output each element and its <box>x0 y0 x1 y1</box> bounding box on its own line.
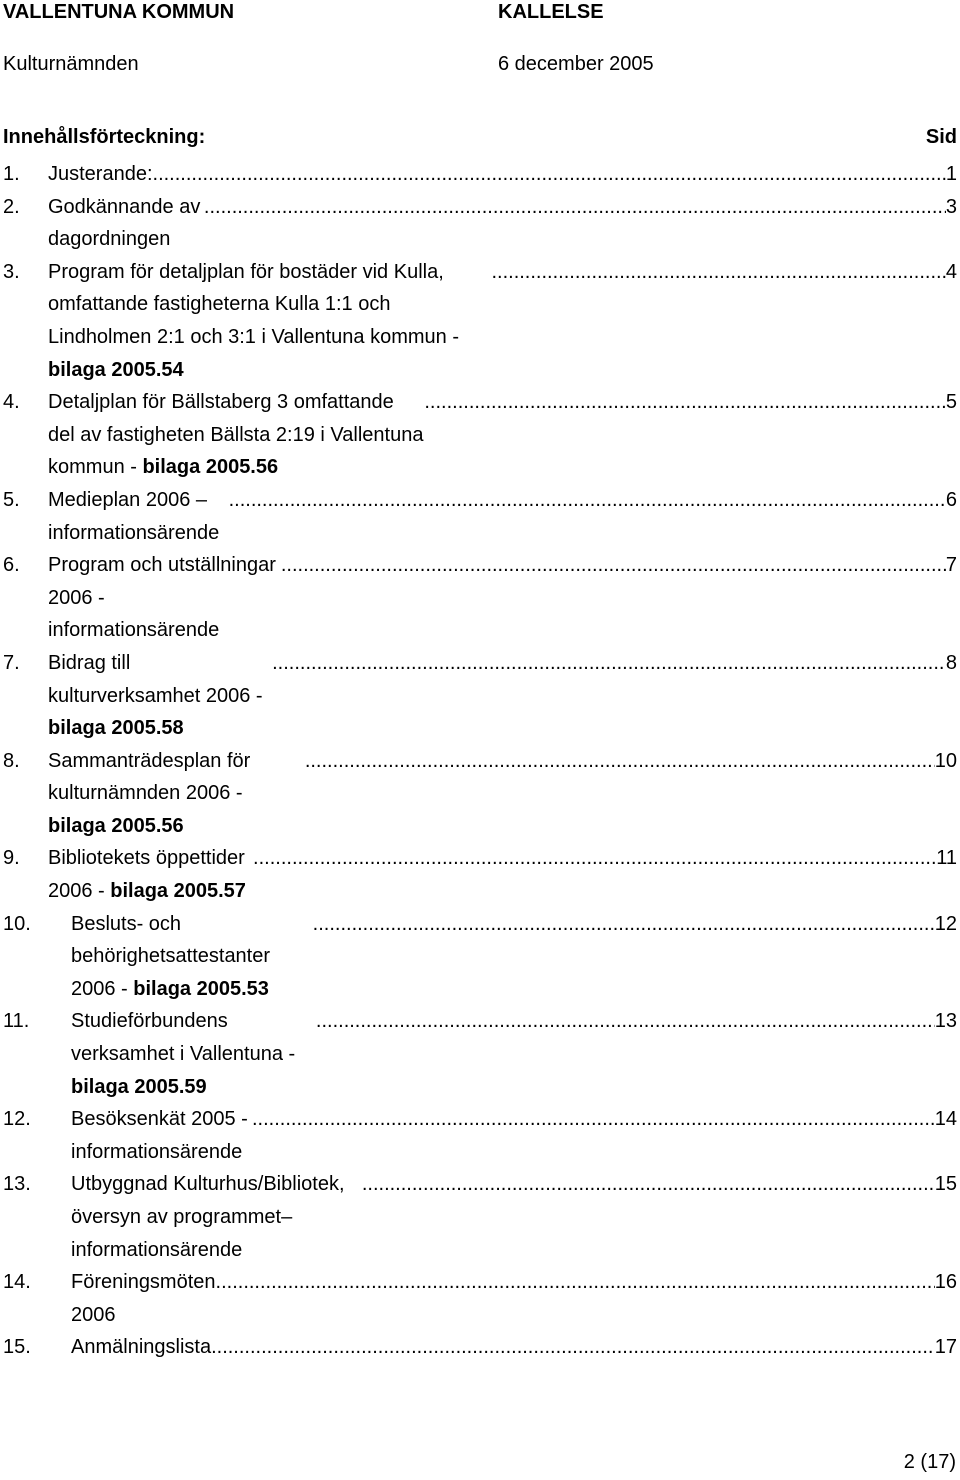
toc-entry[interactable] <box>3 908 957 1006</box>
toc-entry-number: 8. <box>3 749 20 772</box>
toc-entry-title <box>48 386 424 484</box>
committee-name: Kulturnämnden <box>3 53 139 75</box>
dot-leader <box>229 484 946 517</box>
toc-entry-page-number: 1 <box>945 163 957 185</box>
toc-entry[interactable] <box>3 386 957 484</box>
toc-entry-text: Detaljplan för Bällstaberg 3 omfattande del av fastigheten Bällsta 2:19 i Vallentuna kommun - <box>48 391 424 479</box>
toc-entry-number: 3. <box>3 260 20 283</box>
toc-entry-text: Bibliotekets öppettider 2006 - <box>48 847 245 903</box>
toc-entry-title <box>48 158 153 191</box>
toc-entry[interactable] <box>3 1168 957 1266</box>
toc-entry-title <box>48 484 229 549</box>
toc-entry[interactable] <box>3 1103 957 1168</box>
toc-entry-text: Sammanträdesplan för kulturnämnden 2006 - <box>48 749 251 805</box>
toc-entry-title <box>71 908 313 1006</box>
toc-entry-page-number: 15 <box>934 1173 957 1196</box>
toc-entry[interactable] <box>3 842 957 907</box>
toc-entry-text: Program för detaljplan för bostäder vid Kulla, omfattande fastigheterna Kulla 1:1 och Lindholmen 2:1 och 3:1 i Vallentuna kommun - <box>48 260 459 348</box>
toc-entry-page-number: 12 <box>934 912 957 935</box>
toc-entry[interactable] <box>3 745 957 843</box>
dot-leader <box>253 842 936 875</box>
toc-entry-number: 13. <box>3 1173 31 1196</box>
page-indicator: 2 (17) <box>903 1451 956 1473</box>
dot-leader <box>362 1168 935 1201</box>
toc-entry-attachment-ref: bilaga 2005.56 <box>142 456 279 479</box>
table-of-contents <box>3 158 957 1364</box>
toc-entry-attachment-ref: bilaga 2005.54 <box>48 358 184 381</box>
toc-entry-number: 7. <box>3 651 20 674</box>
toc-entry[interactable] <box>3 647 957 745</box>
page-column-label: Sid <box>925 126 957 148</box>
toc-title: Innehållsförteckning: <box>3 126 206 148</box>
toc-entry-text: Föreningsmöten 2006 <box>71 1271 216 1326</box>
toc-entry-text: Bidrag till kulturverksamhet 2006 - <box>48 651 263 707</box>
toc-entry-number: 9. <box>3 847 20 870</box>
toc-entry-text: Anmälningslista <box>71 1336 212 1359</box>
dot-leader <box>204 191 946 224</box>
toc-entry-title <box>71 1266 216 1331</box>
toc-entry-text: Besluts- och behörighetsattestanter 2006 - <box>71 912 271 1000</box>
toc-entry-page-number: 4 <box>945 260 957 283</box>
toc-entry-page-number: 6 <box>945 488 957 511</box>
toc-entry-number: 12. <box>3 1108 31 1131</box>
toc-entry-page-number: 10 <box>934 749 957 772</box>
toc-entry-page-number: 8 <box>945 651 957 674</box>
meeting-date: 6 december 2005 <box>498 53 654 75</box>
toc-entry-title <box>71 1103 252 1168</box>
toc-entry-title <box>71 1005 316 1103</box>
dot-leader <box>305 745 935 778</box>
toc-entry-page-number: 3 <box>945 195 957 218</box>
toc-entry-attachment-ref: bilaga 2005.57 <box>110 880 246 903</box>
toc-entry-attachment-ref: bilaga 2005.58 <box>48 717 184 740</box>
toc-entry[interactable] <box>3 1005 957 1103</box>
toc-entry-page-number: 17 <box>934 1336 957 1359</box>
toc-entry-page-number: 14 <box>934 1108 957 1131</box>
toc-entry-text: Godkännande av dagordningen <box>48 195 201 251</box>
toc-entry-title <box>71 1168 362 1266</box>
dot-leader <box>153 158 946 191</box>
dot-leader <box>491 256 945 289</box>
toc-entry-text: Utbyggnad Kulturhus/Bibliotek, översyn av programmet– informationsärende <box>71 1173 345 1261</box>
toc-entry-attachment-ref: bilaga 2005.53 <box>133 977 269 1000</box>
toc-entry-number: 2. <box>3 195 20 218</box>
toc-entry-title <box>71 1331 211 1364</box>
toc-entry-title <box>48 842 253 907</box>
dot-leader <box>211 1331 935 1364</box>
toc-entry-page-number: 7 <box>945 554 957 577</box>
toc-entry-text: Program och utställningar 2006 - informationsärende <box>48 554 276 642</box>
toc-entry-page-number: 11 <box>936 847 957 870</box>
toc-entry[interactable] <box>3 549 957 647</box>
toc-entry-number: 4. <box>3 391 20 414</box>
organization-name: VALLENTUNA KOMMUN <box>3 1 235 23</box>
toc-entry-title <box>48 647 272 745</box>
toc-entry-page-number: 13 <box>934 1010 957 1033</box>
toc-entry-text: Medieplan 2006 – informationsärende <box>48 488 220 544</box>
dot-leader <box>252 1103 935 1136</box>
toc-entry[interactable] <box>3 191 957 256</box>
toc-entry-number: 5. <box>3 488 20 511</box>
dot-leader <box>272 647 946 680</box>
toc-entry-text: Justerande: <box>48 163 153 185</box>
toc-entry-text: Besöksenkät 2005 - informationsärende <box>71 1108 248 1163</box>
toc-entry-title <box>48 256 491 386</box>
toc-entry-attachment-ref: bilaga 2005.56 <box>48 814 184 837</box>
toc-entry-page-number: 5 <box>945 391 957 414</box>
toc-entry-number: 11. <box>3 1010 30 1033</box>
dot-leader <box>316 1005 935 1038</box>
document-type: KALLELSE <box>498 1 604 23</box>
toc-entry[interactable] <box>3 256 957 386</box>
toc-entry-page-number: 16 <box>934 1271 957 1294</box>
dot-leader <box>313 908 935 941</box>
toc-entry[interactable] <box>3 1331 957 1364</box>
toc-entry-title <box>48 745 305 843</box>
toc-entry-title <box>48 191 204 256</box>
toc-entry-number: 15. <box>3 1336 31 1359</box>
toc-entry[interactable] <box>3 484 957 549</box>
toc-entry[interactable] <box>3 158 957 191</box>
toc-entry-title <box>48 549 281 647</box>
toc-entry-number: 14. <box>3 1271 31 1294</box>
toc-heading-row <box>3 124 957 150</box>
dot-leader <box>424 386 946 419</box>
dot-leader <box>216 1266 935 1299</box>
toc-entry-number: 6. <box>3 554 20 577</box>
toc-entry[interactable] <box>3 1266 957 1331</box>
toc-entry-number: 1. <box>3 163 20 185</box>
dot-leader <box>281 549 946 582</box>
toc-entry-number: 10. <box>3 912 31 935</box>
toc-entry-text: Studieförbundens verksamhet i Vallentuna - <box>71 1010 296 1066</box>
toc-entry-attachment-ref: bilaga 2005.59 <box>71 1075 207 1098</box>
